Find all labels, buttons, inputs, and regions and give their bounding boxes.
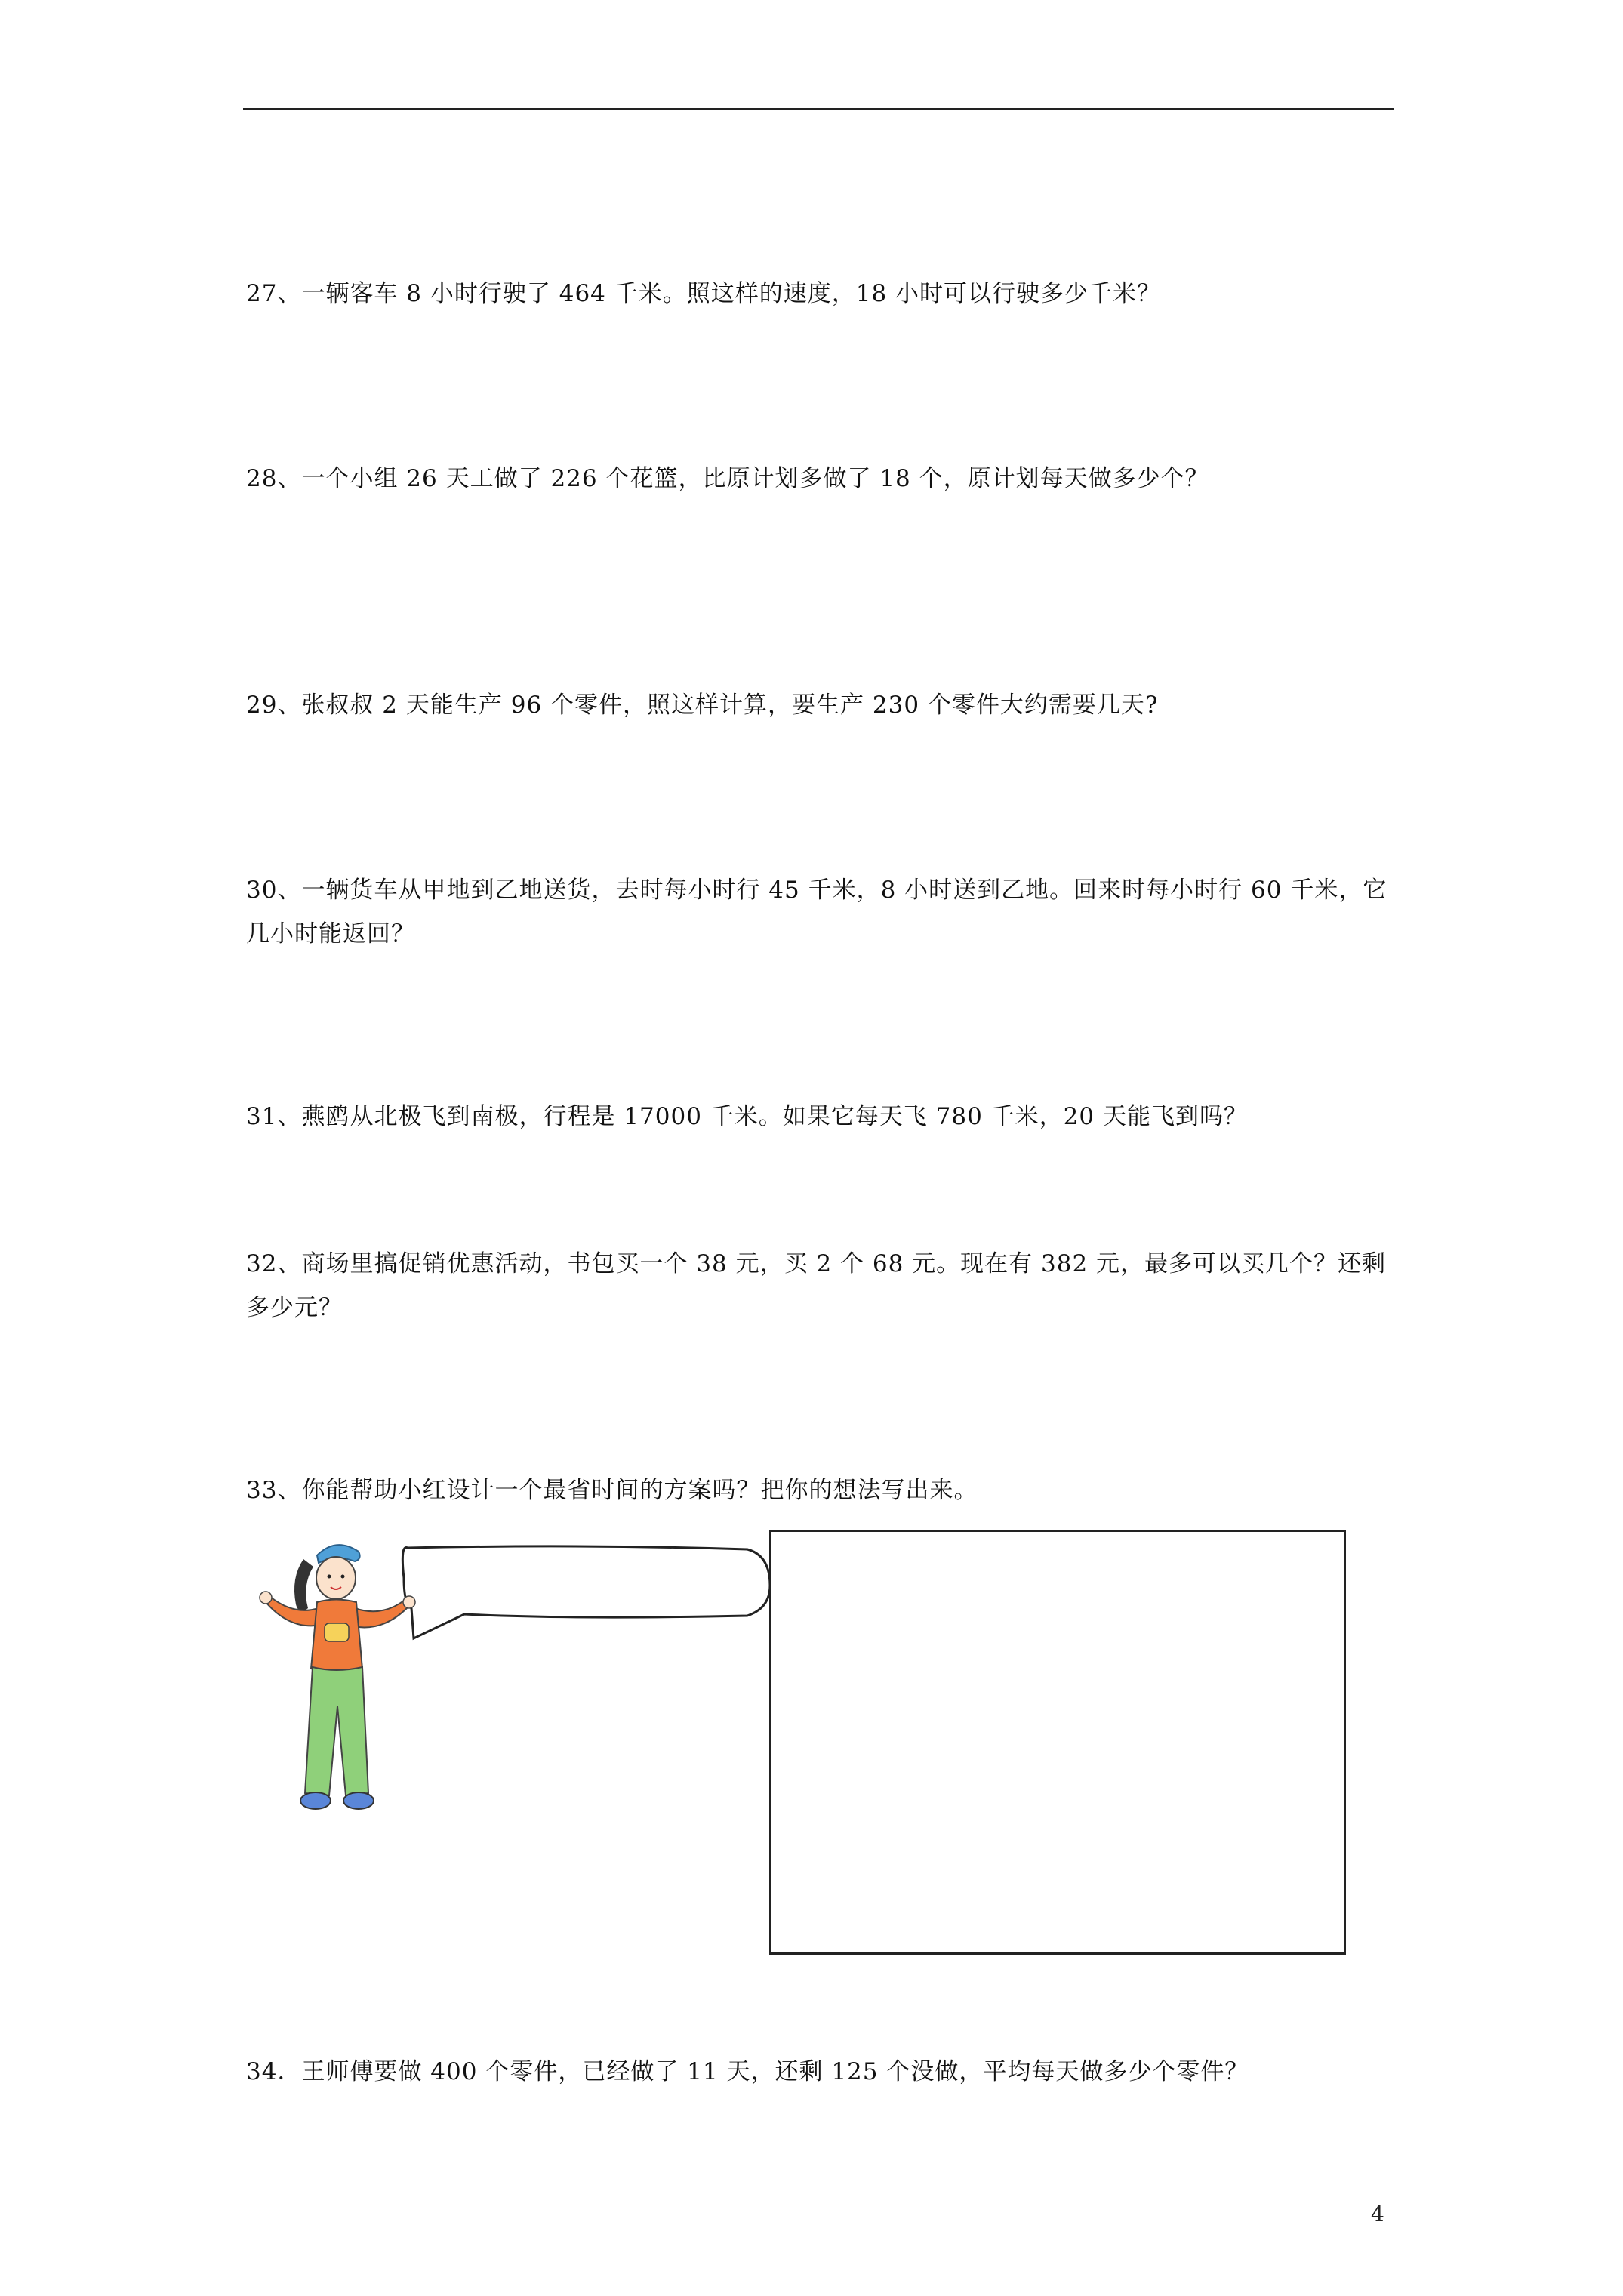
question-32: 32、商场里搞促销优惠活动，书包买一个 38 元，买 2 个 68 元。现在有 382 元，最多可以买几个？还剩多少元？	[246, 1250, 1387, 1321]
head	[316, 1557, 356, 1599]
left-shoe	[300, 1792, 331, 1809]
left-arm	[266, 1597, 322, 1626]
header-rule	[243, 108, 1394, 110]
question-31: 31、燕鸥从北极飞到南极，行程是 17000 千米。如果它每天飞 780 千米，20 天能飞到吗？	[246, 1103, 1248, 1130]
question-30: 30、一辆货车从甲地到乙地送货，去时每小时行 45 千米，8 小时送到乙地。回来时每小时行 60 千米，它几小时能返回？	[246, 877, 1387, 948]
pants	[305, 1667, 368, 1795]
girl-with-speech-bubble-illustration	[249, 1533, 800, 1872]
question-33: 33、你能帮助小红设计一个最省时间的方案吗？把你的想法写出来。	[246, 1477, 978, 1504]
page-number: 4	[1371, 2202, 1384, 2227]
right-shoe	[343, 1792, 374, 1809]
question-28: 28、一个小组 26 天工做了 226 个花篮，比原计划多做了 18 个，原计划每天做多少个？	[246, 465, 1209, 492]
right-arm	[353, 1601, 409, 1627]
question-34: 34．王师傅要做 400 个零件，已经做了 11 天，还剩 125 个没做，平均每天做多少个零件？	[246, 2058, 1249, 2085]
hair	[294, 1559, 313, 1611]
answer-box[interactable]	[769, 1530, 1346, 1955]
speech-bubble	[402, 1546, 770, 1638]
question-29: 29、张叔叔 2 天能生产 96 个零件，照这样计算，要生产 230 个零件大约需要几天?	[246, 692, 1159, 719]
question-27: 27、一辆客车 8 小时行驶了 464 千米。照这样的速度，18 小时可以行驶多少千米？	[246, 280, 1162, 307]
